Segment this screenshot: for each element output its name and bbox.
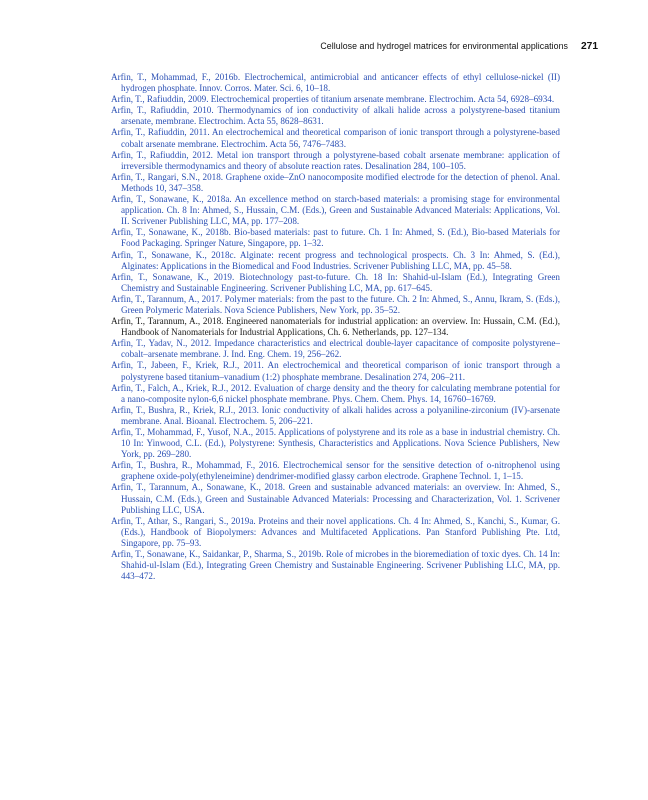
reference-item[interactable]: Arfin, T., Rafiuddin, 2011. An electrochemical and theoretical comparison of ionic transport through a polystyrene-based cobalt arsenate membrane. Electrochim. Acta 56, 7476–7483. [111, 127, 560, 149]
reference-item[interactable]: Arfin, T., Sonawane, K., 2019. Biotechnology past-to-future. Ch. 18 In: Shahid-ul-Islam (Ed.), Integrating Green Chemistry and Sustainable Engineering. Scrivener Publishing LC, MA, pp. 617–645. [111, 271, 560, 293]
reference-item[interactable]: Arfin, T., Tarannum, A., Sonawane, K., 2018. Green and sustainable advanced materials: an overview. In: Ahmed, S., Hussain, C.M. (Eds.), Green and Sustainable Advanced Materials: Processing and Characterization, Vol. 1. Scrivener Publishing LLC, USA. [111, 482, 560, 515]
reference-item[interactable]: Arfin, T., Tarannum, A., 2017. Polymer materials: from the past to the future. Ch. 2 In: Ahmed, S., Annu, Ikram, S. (Eds.), Green Polymeric Materials. Nova Science Publishers, New York, pp. 35–52. [111, 293, 560, 315]
reference-item[interactable]: Arfin, T., Sonawane, K., Saidankar, P., Sharma, S., 2019b. Role of microbes in the bioremediation of toxic dyes. Ch. 14 In: Shahid-ul-Islam (Ed.), Integrating Green Chemistry and Sustainable Engineering. Scrivener Publishing LLC, MA, pp. 443–472. [111, 549, 560, 582]
reference-item-unlinked: Arfin, T., Tarannum, A., 2018. Engineered nanomaterials for industrial application: an overview. In: Hussain, C.M. (Ed.), Handbook of Nanomaterials for Industrial Applications, Ch. 6. Netherlands, pp. 127–134. [111, 316, 560, 338]
reference-item[interactable]: Arfin, T., Rafiuddin, 2012. Metal ion transport through a polystyrene-based cobalt arsenate membrane: application of irreversible thermodynamics and theory of absolute reaction rates. Desalination 284, 100–105. [111, 149, 560, 171]
reference-item[interactable]: Arfin, T., Sonawane, K., 2018a. An excellence method on starch-based materials: a promising stage for environmental application. Ch. 8 In: Ahmed, S., Hussain, C.M. (Eds.), Green and Sustainable Advanced Materials: Applications, Vol. II. Scrivener Publishing LLC, MA, pp. 177–208. [111, 194, 560, 227]
reference-list [111, 72, 560, 582]
reference-item[interactable]: Arfin, T., Bushra, R., Kriek, R.J., 2013. Ionic conductivity of alkali halides across a polyaniline-zirconium (IV)-arsenate membrane. Anal. Bioanal. Electrochem. 5, 206–221. [111, 404, 560, 426]
running-title: Cellulose and hydrogel matrices for environmental applications [320, 41, 568, 51]
reference-item[interactable]: Arfin, T., Jabeen, F., Kriek, R.J., 2011. An electrochemical and theoretical comparison of ionic transport through a polystyrene based titanium–vanadium (1:2) phosphate membrane. Desalination 274, 206–211. [111, 360, 560, 382]
reference-item[interactable]: Arfin, T., Falch, A., Kriek, R.J., 2012. Evaluation of charge density and the theory for calculating membrane potential for a nano-composite nylon-6,6 nickel phosphate membrane. Phys. Chem. Chem. Phys. 14, 16760–16769. [111, 382, 560, 404]
reference-item[interactable]: Arfin, T., Mohammad, F., 2016b. Electrochemical, antimicrobial and anticancer effects of ethyl cellulose-nickel (II) hydrogen phosphate. Innov. Corros. Mater. Sci. 6, 10–18. [111, 72, 560, 94]
reference-item[interactable]: Arfin, T., Rangari, S.N., 2018. Graphene oxide–ZnO nanocomposite modified electrode for the detection of phenol. Anal. Methods 10, 347–358. [111, 171, 560, 193]
reference-item[interactable]: Arfin, T., Athar, S., Rangari, S., 2019a. Proteins and their novel applications. Ch. 4 In: Ahmed, S., Kanchi, S., Kumar, G. (Eds.), Handbook of Biopolymers: Advances and Multifaceted Applications. Pan Stanford Publishing Pte. Ltd, Singapore, pp. 75–93. [111, 515, 560, 548]
reference-item[interactable]: Arfin, T., Bushra, R., Mohammad, F., 2016. Electrochemical sensor for the sensitive detection of o-nitrophenol using graphene oxide-poly(ethyleneimine) dendrimer-modified glassy carbon electrode. Graphene Technol. 1, 1–15. [111, 460, 560, 482]
page-number: 271 [581, 41, 598, 52]
reference-item[interactable]: Arfin, T., Rafiuddin, 2010. Thermodynamics of ion conductivity of alkali halide across a polystyrene-based titanium arsenate, membrane. Electrochim. Acta 55, 8628–8631. [111, 105, 560, 127]
reference-item[interactable]: Arfin, T., Rafiuddin, 2009. Electrochemical properties of titanium arsenate membrane. Electrochim. Acta 54, 6928–6934. [111, 94, 555, 105]
reference-item[interactable]: Arfin, T., Sonawane, K., 2018b. Bio-based materials: past to future. Ch. 1 In: Ahmed, S. (Ed.), Bio-based Materials for Food Packaging. Springer Nature, Singapore, pp. 1–32. [111, 227, 560, 249]
reference-item[interactable]: Arfin, T., Mohammad, F., Yusof, N.A., 2015. Applications of polystyrene and its role as a base in industrial chemistry. Ch. 10 In: Yinwood, C.L. (Ed.), Polystyrene: Synthesis, Characteristics and Applications. Nova Science Publishers, New York, pp. 269–280. [111, 427, 560, 460]
reference-item[interactable]: Arfin, T., Sonawane, K., 2018c. Alginate: recent progress and technological prospects. Ch. 3 In: Ahmed, S. (Ed.), Alginates: Applications in the Biomedical and Food Industries. Scrivener Publishing LLC, MA, pp. 45–58. [111, 249, 560, 271]
running-head [110, 41, 598, 53]
reference-item[interactable]: Arfin, T., Yadav, N., 2012. Impedance characteristics and electrical double-layer capacitance of composite polystyrene–cobalt–arsenate membrane. J. Ind. Eng. Chem. 19, 256–262. [111, 338, 560, 360]
